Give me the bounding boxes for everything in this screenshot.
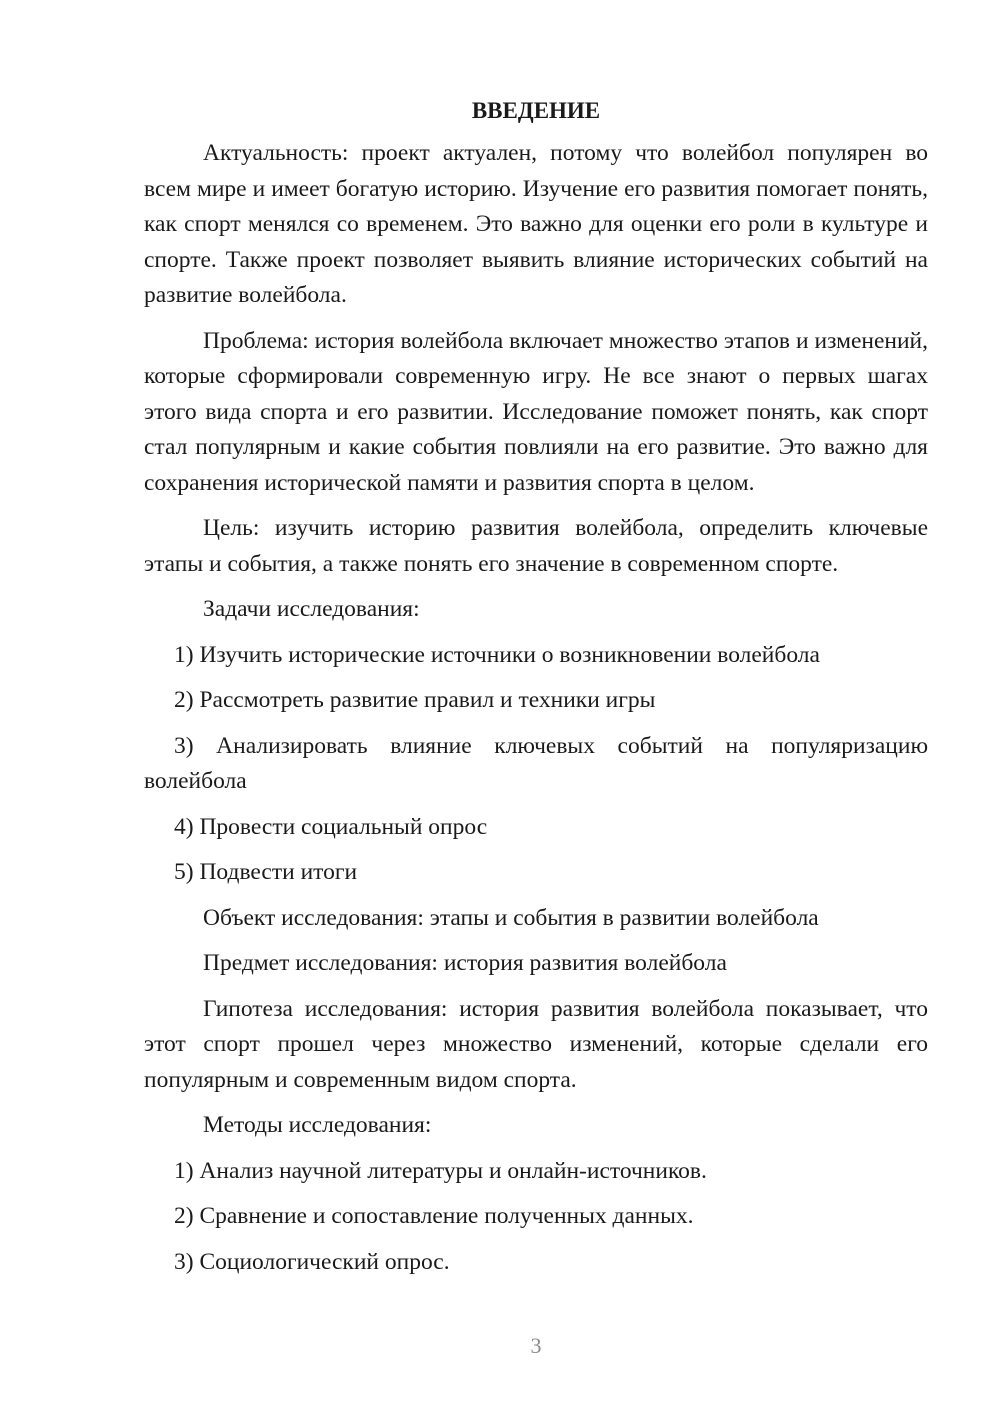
relevance-paragraph: Актуальность: проект актуален, потому что волейбол популярен во всем мире и имеет богатую историю. Изучение его развития помогает понять, как спорт менялся со временем. Это важно для оценки его роли в культуре и спорте. Также проект позволяет выявить влияние исторических событий на развитие волейбола.: [144, 140, 928, 308]
page-number: 3: [530, 1333, 542, 1358]
object-line: Объект исследования: этапы и события в развитии волейбола: [203, 904, 819, 931]
task-item: 1) Изучить исторические источники о возникновении волейбола: [174, 641, 820, 668]
methods-heading: Методы исследования:: [203, 1112, 432, 1138]
problem-paragraph: Проблема: история волейбола включает множество этапов и изменений, которые сформировали современную игру. Не все знают о первых шагах этого вида спорта и его развитии. Исследование поможет понять, как спорт стал популярным и какие события повлияли на его развитие. Это важно для сохранения исторической памяти и развития спорта в целом.: [144, 327, 928, 496]
subject-line: Предмет исследования: история развития волейбола: [203, 950, 727, 976]
tasks-heading: Задачи исследования:: [203, 596, 420, 622]
task-item: 3) Анализировать влияние ключевых событий на популяризацию волейбола: [144, 732, 928, 794]
task-item: 5) Подвести итоги: [174, 859, 358, 885]
task-item: 4) Провести социальный опрос: [174, 813, 488, 840]
task-item: 2) Рассмотреть развитие правил и техники игры: [174, 687, 656, 713]
goal-paragraph: Цель: изучить историю развития волейбола, определить ключевые этапы и события, а также понять его значение в современном спорте.: [144, 515, 928, 577]
section-title: ВВЕДЕНИЕ: [471, 98, 601, 123]
method-item: 2) Сравнение и сопоставление полученных данных.: [174, 1203, 694, 1229]
document-page: [144, 96, 928, 1290]
method-item: 3) Социологический опрос.: [174, 1248, 450, 1275]
method-item: 1) Анализ научной литературы и онлайн-источников.: [174, 1157, 707, 1184]
hypothesis-paragraph: Гипотеза исследования: история развития волейбола показывает, что этот спорт прошел через множество изменений, которые сделали его популярным и современным видом спорта.: [144, 995, 928, 1093]
